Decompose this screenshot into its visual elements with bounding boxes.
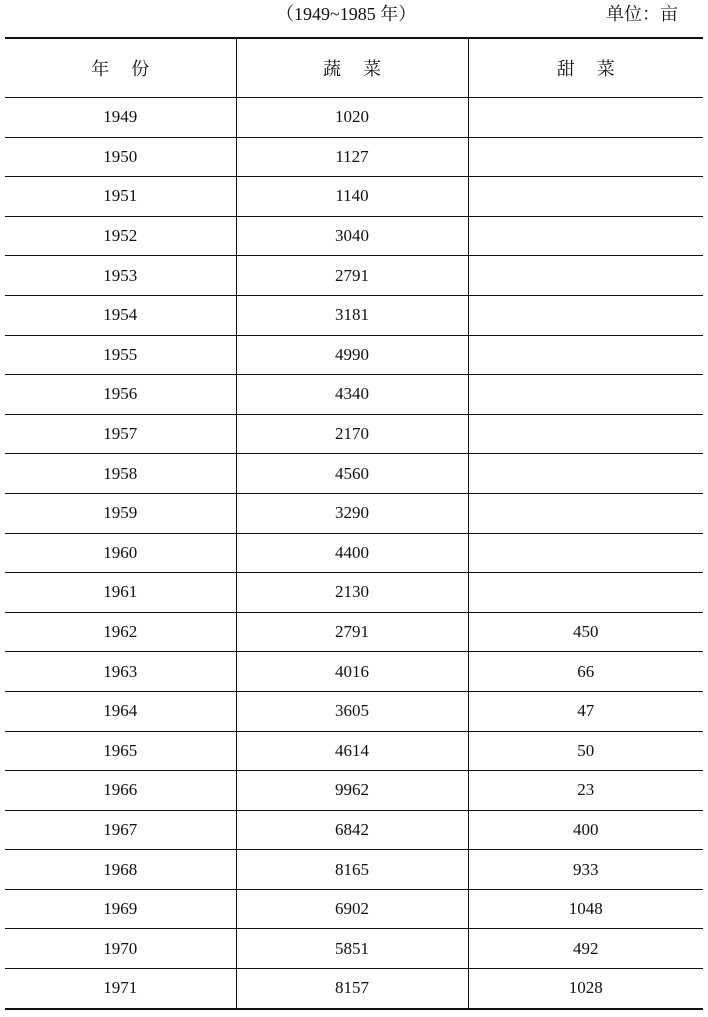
- vegetables-cell: 4614: [236, 731, 468, 771]
- sugar-beet-cell: [468, 493, 703, 533]
- sugar-beet-cell: 1028: [468, 969, 703, 1009]
- table-body: [5, 98, 703, 1009]
- vegetables-cell: 4016: [236, 652, 468, 692]
- year-cell: 1968: [5, 850, 236, 890]
- vegetables-cell: 4340: [236, 375, 468, 415]
- header-vegetables: 蔬菜: [236, 38, 468, 98]
- year-cell: 1970: [5, 929, 236, 969]
- table-row: [5, 295, 703, 335]
- year-cell: 1952: [5, 216, 236, 256]
- year-range-label: （1949~1985 年）: [276, 4, 417, 24]
- sugar-beet-cell: [468, 533, 703, 573]
- table-row: [5, 771, 703, 811]
- year-cell: 1963: [5, 652, 236, 692]
- table-row: [5, 414, 703, 454]
- sugar-beet-cell: [468, 454, 703, 494]
- year-cell: 1969: [5, 889, 236, 929]
- vegetables-cell: 2791: [236, 256, 468, 296]
- year-cell: 1961: [5, 573, 236, 613]
- table-row: [5, 137, 703, 177]
- vegetables-cell: 3605: [236, 691, 468, 731]
- year-cell: 1956: [5, 375, 236, 415]
- year-cell: 1962: [5, 612, 236, 652]
- table-row: [5, 375, 703, 415]
- year-cell: 1966: [5, 771, 236, 811]
- year-cell: 1951: [5, 177, 236, 217]
- table-row: [5, 889, 703, 929]
- sugar-beet-cell: 23: [468, 771, 703, 811]
- vegetables-cell: 4560: [236, 454, 468, 494]
- sugar-beet-cell: 450: [468, 612, 703, 652]
- sugar-beet-cell: 492: [468, 929, 703, 969]
- table-row: [5, 691, 703, 731]
- table-row: [5, 533, 703, 573]
- year-cell: 1949: [5, 98, 236, 138]
- vegetables-cell: 9962: [236, 771, 468, 811]
- year-cell: 1953: [5, 256, 236, 296]
- sugar-beet-cell: 47: [468, 691, 703, 731]
- sugar-beet-cell: 1048: [468, 889, 703, 929]
- vegetables-cell: 1020: [236, 98, 468, 138]
- table-row: [5, 493, 703, 533]
- data-table: [5, 37, 703, 1010]
- sugar-beet-cell: [468, 335, 703, 375]
- vegetables-cell: 2170: [236, 414, 468, 454]
- table-row: [5, 969, 703, 1009]
- year-cell: 1964: [5, 691, 236, 731]
- table-caption: [0, 0, 708, 32]
- vegetables-cell: 1127: [236, 137, 468, 177]
- year-cell: 1959: [5, 493, 236, 533]
- sugar-beet-cell: 50: [468, 731, 703, 771]
- sugar-beet-cell: 400: [468, 810, 703, 850]
- sugar-beet-cell: [468, 98, 703, 138]
- vegetables-cell: 8157: [236, 969, 468, 1009]
- table-row: [5, 335, 703, 375]
- table-row: [5, 177, 703, 217]
- table-row: [5, 98, 703, 138]
- table-row: [5, 652, 703, 692]
- vegetables-cell: 8165: [236, 850, 468, 890]
- table-row: [5, 850, 703, 890]
- sugar-beet-cell: 933: [468, 850, 703, 890]
- year-cell: 1960: [5, 533, 236, 573]
- table-row: [5, 929, 703, 969]
- vegetables-cell: 2130: [236, 573, 468, 613]
- vegetables-cell: 6902: [236, 889, 468, 929]
- sugar-beet-cell: [468, 256, 703, 296]
- year-cell: 1965: [5, 731, 236, 771]
- header-year: 年份: [5, 38, 236, 98]
- unit-label: 单位：亩: [606, 4, 678, 24]
- sugar-beet-cell: [468, 216, 703, 256]
- vegetables-cell: 1140: [236, 177, 468, 217]
- vegetables-cell: 2791: [236, 612, 468, 652]
- vegetables-cell: 3040: [236, 216, 468, 256]
- table-row: [5, 731, 703, 771]
- table-row: [5, 810, 703, 850]
- year-cell: 1955: [5, 335, 236, 375]
- table-row: [5, 256, 703, 296]
- year-cell: 1957: [5, 414, 236, 454]
- vegetables-cell: 4400: [236, 533, 468, 573]
- sugar-beet-cell: [468, 573, 703, 613]
- year-cell: 1967: [5, 810, 236, 850]
- sugar-beet-cell: [468, 375, 703, 415]
- table-row: [5, 216, 703, 256]
- vegetables-cell: 3181: [236, 295, 468, 335]
- sugar-beet-cell: 66: [468, 652, 703, 692]
- vegetables-cell: 4990: [236, 335, 468, 375]
- year-cell: 1971: [5, 969, 236, 1009]
- sugar-beet-cell: [468, 137, 703, 177]
- table-row: [5, 454, 703, 494]
- header-row: [5, 38, 703, 98]
- sugar-beet-cell: [468, 177, 703, 217]
- year-cell: 1950: [5, 137, 236, 177]
- table-row: [5, 573, 703, 613]
- year-cell: 1958: [5, 454, 236, 494]
- sugar-beet-cell: [468, 414, 703, 454]
- vegetables-cell: 6842: [236, 810, 468, 850]
- vegetables-cell: 5851: [236, 929, 468, 969]
- vegetables-cell: 3290: [236, 493, 468, 533]
- year-cell: 1954: [5, 295, 236, 335]
- table-row: [5, 612, 703, 652]
- sugar-beet-cell: [468, 295, 703, 335]
- header-sugar-beet: 甜菜: [468, 38, 703, 98]
